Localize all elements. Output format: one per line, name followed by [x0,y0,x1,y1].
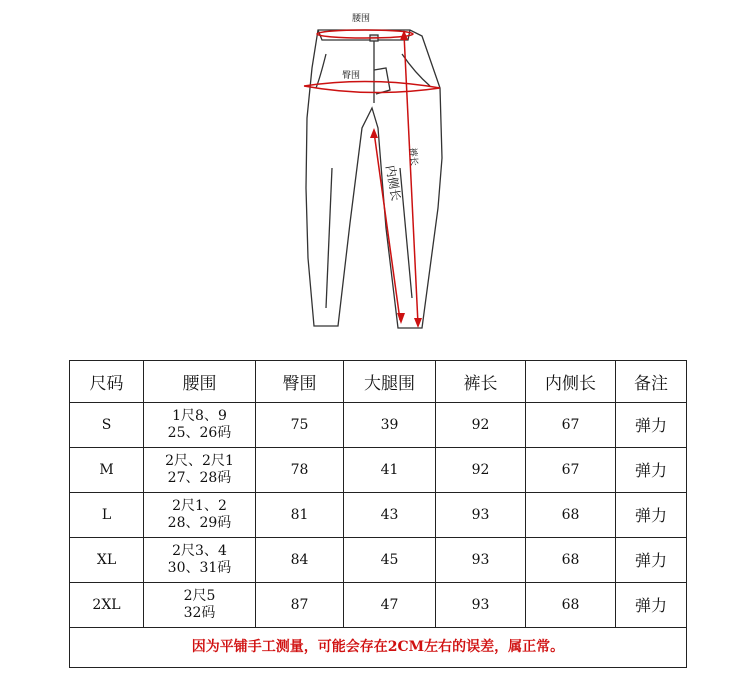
cell-inseam: 68 [526,583,616,628]
cell-waist [144,403,256,448]
cell-waist-chi: 2尺5 [183,588,216,604]
cell-inseam: 68 [526,493,616,538]
cell-hip: 87 [256,583,344,628]
cell-note: 弹力 [616,448,687,493]
cell-size: 2XL [70,583,144,628]
header-inseam: 内侧长 [526,361,616,403]
cell-waist-code: 25、26码 [167,425,232,441]
cell-inseam: 67 [526,403,616,448]
cell-note: 弹力 [616,403,687,448]
cell-waist-chi: 1尺8、9 [172,408,227,424]
measurement-disclaimer: 因为平铺手工测量，可能会存在2CM左右的误差，属正常。 [70,628,687,668]
cell-note: 弹力 [616,583,687,628]
cell-waist-chi: 2尺、2尺1 [165,453,234,469]
table-footer-row [70,628,687,668]
cell-waist-code: 30、31码 [167,560,232,576]
cell-hip: 84 [256,538,344,583]
cell-length: 92 [436,448,526,493]
table-row [70,403,687,448]
cell-size: L [70,493,144,538]
header-note: 备注 [616,361,687,403]
cell-length: 93 [436,583,526,628]
cell-waist [144,583,256,628]
cell-note: 弹力 [616,538,687,583]
header-size: 尺码 [70,361,144,403]
cell-hip: 81 [256,493,344,538]
cell-waist-code: 27、28码 [167,470,232,486]
measure-lines [304,30,440,324]
header-hip: 臀围 [256,361,344,403]
table-row [70,538,687,583]
size-chart-table [69,360,687,668]
table-header-row [70,361,687,403]
table-row [70,583,687,628]
cell-waist-code: 32码 [183,605,216,621]
cell-length: 93 [436,493,526,538]
cell-inseam: 68 [526,538,616,583]
label-waist: 腰围 [352,14,371,24]
cell-waist [144,493,256,538]
cell-waist [144,448,256,493]
cell-thigh: 39 [344,403,436,448]
cell-length: 92 [436,403,526,448]
label-pants-length: 裤长 [407,147,419,167]
cell-inseam: 67 [526,448,616,493]
cell-size: S [70,403,144,448]
cell-size: M [70,448,144,493]
cell-length: 93 [436,538,526,583]
table-row [70,448,687,493]
cell-waist-chi: 2尺1、2 [172,498,227,514]
table-row [70,493,687,538]
cell-thigh: 47 [344,583,436,628]
label-inseam: 内侧长 [383,164,404,202]
inseam-line [374,132,400,320]
cell-hip: 75 [256,403,344,448]
cell-waist-chi: 2尺3、4 [172,543,227,559]
cell-note: 弹力 [616,493,687,538]
cell-waist [144,538,256,583]
cell-size: XL [70,538,144,583]
cell-hip: 78 [256,448,344,493]
header-thigh: 大腿围 [344,361,436,403]
cell-thigh: 41 [344,448,436,493]
hip-line [304,81,440,92]
cell-thigh: 43 [344,493,436,538]
cell-waist-code: 28、29码 [167,515,232,531]
header-waist: 腰围 [144,361,256,403]
waist-line [317,30,413,38]
pants-outline [306,30,442,328]
pants-measurement-diagram [290,8,460,348]
label-hip: 臀围 [342,71,361,81]
cell-thigh: 45 [344,538,436,583]
header-length: 裤长 [436,361,526,403]
